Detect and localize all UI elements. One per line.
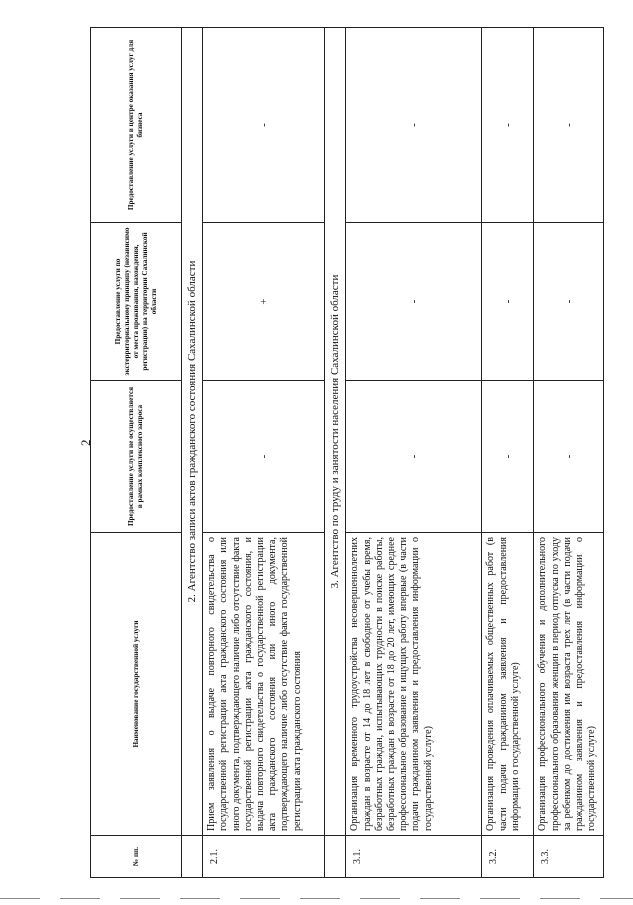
table-header-row [91, 28, 182, 878]
extraterritorial-value: - [346, 223, 482, 381]
complex-value: - [534, 381, 604, 533]
rotated-page [90, 28, 625, 878]
complex-value: - [482, 381, 534, 533]
business-center-value: - [482, 28, 534, 223]
row-number: 2.1. [203, 836, 325, 878]
services-table [90, 27, 604, 878]
row-number: 3.2. [482, 836, 534, 878]
service-name: Организация проведения оплачиваемых общественных работ (в части подачи гражданином заявления и предоставления информации о государственной услуге) [482, 533, 534, 836]
table-row [482, 28, 534, 878]
table-row [534, 28, 604, 878]
complex-value: - [346, 381, 482, 533]
row-number: 3.3. [534, 836, 604, 878]
extraterritorial-value: - [482, 223, 534, 381]
section-row [182, 28, 203, 878]
section-title: 2. Агентство записи актов гражданского состояния Сахалинской области [182, 28, 203, 836]
extraterritorial-value: - [534, 223, 604, 381]
section-title: 3. Агентство по труду и занятости населения Сахалинской области [325, 28, 346, 836]
header-extraterritorial: Предоставление услуги по экстерриториальному принципу (независимо от места проживания, нахождения, регистрации) на территории Сахалинской области [91, 223, 182, 381]
section-row [325, 28, 346, 878]
page-number: 2 [78, 439, 93, 446]
business-center-value: - [534, 28, 604, 223]
header-complex: Предоставление услуги не осуществляется в рамках комплексного запроса [91, 381, 182, 533]
complex-value: - [203, 381, 325, 533]
scan-edge-line [0, 898, 633, 899]
business-center-value: - [203, 28, 325, 223]
business-center-value: - [346, 28, 482, 223]
extraterritorial-value: + [203, 223, 325, 381]
header-name: Наименование государственной услуги [91, 533, 182, 836]
service-name: Организация временного трудоустройства несовершеннолетних граждан в возрасте от 14 до 18 лет в свободное от учебы время, безработных граждан, испытывающих трудности в поиске работы, безработных граждан в возрасте от 18 до 20 лет, имеющих среднее профессиональное образование и ищущих работу впервые (в части подачи гражданином заявления и предоставления информации о государственной услуге) [346, 533, 482, 836]
header-business-center: Предоставление услуги в центре оказания услуг для бизнеса [91, 28, 182, 223]
service-name: Прием заявления о выдаче повторного свидетельства о государственной регистрации акта гражданского состояния или иного документа, подтверждающего наличие либо отсутствие факта государственной регистрации акта гражданского состояния, и выдача повторного свидетельства о государственной регистрации акта гражданского состояния или иного документа, подтверждающего наличие либо отсутствие факта государственной регистрации акта гражданского состояния [203, 533, 325, 836]
table-row [346, 28, 482, 878]
header-num: № пп. [91, 836, 182, 878]
table-row [203, 28, 325, 878]
row-number: 3.1. [346, 836, 482, 878]
service-name: Организация профессионального обучения и дополнительного профессионального образования женщин в период отпуска по уходу за ребенком до достижения им возраста трех лет (в части подачи гражданином заявления и предоставления информации о государственной услуге) [534, 533, 604, 836]
